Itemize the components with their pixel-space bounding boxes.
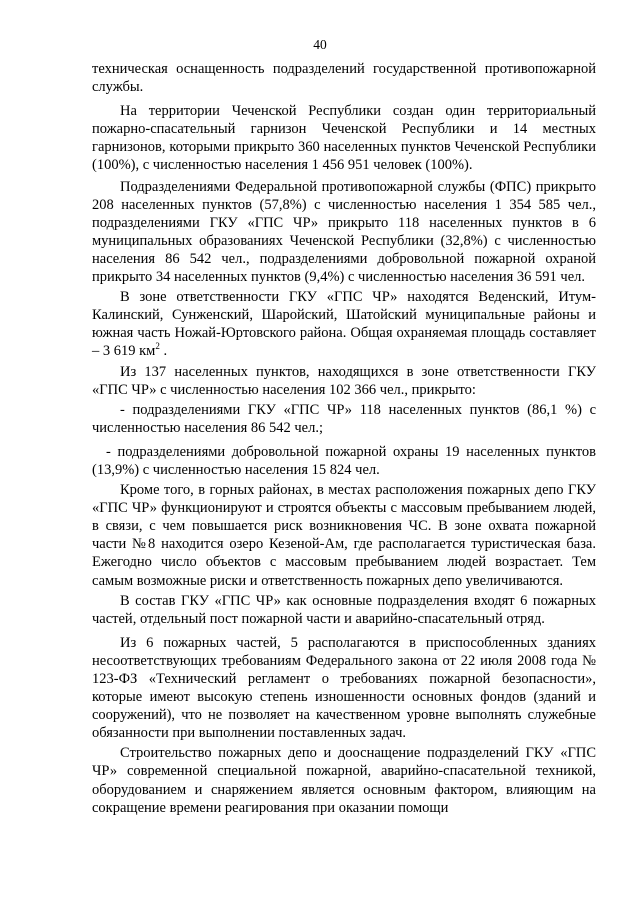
page-number: 40 [313, 37, 327, 52]
list-item-gps-units: - подразделениями ГКУ «ГПС ЧР» 118 населенных пунктов (86,1 %) с численностью населения 86 542 чел.; [92, 401, 596, 436]
paragraph-settlements: Из 137 населенных пунктов, находящихся в зоне ответственности ГКУ «ГПС ЧР» с численностью населения 102 366 чел., прикрыто: [92, 363, 596, 398]
paragraph-mountain-areas: Кроме того, в горных районах, в местах расположения пожарных депо ГКУ «ГПС ЧР» функционируют и строятся объекты с массовым пребыванием людей, в связи, с чем повышается риск возникновения ЧС. В зоне охвата пожарной части №8 находится озеро Кезеной-Ам, где располагается туристическая база. Ежегодно число объектов с массовым пребыванием людей возрастает. Тем самым возможные риски и ответственность пожарных депо увеличиваются. [92, 482, 596, 589]
paragraph-coverage: Подразделениями Федеральной противопожарной службы (ФПС) прикрыто 208 населенных пунктов (57,8%) с численностью населения 1 354 585 чел., подразделениями ГКУ «ГПС ЧР» прикрыто 118 населенных пунктов в 6 муниципальных образованиях Чеченской Республики (32,8%) с численностью населения 86 542 чел., подразделениями добровольной пожарной охраной прикрыто 34 населенных пунктов (9,4%) с численностью населения 36 591 чел. [92, 178, 596, 286]
paragraph-garrison: На территории Чеченской Республики создан один территориальный пожарно-спасательный гарнизон Чеченской Республики и 14 местных гарнизонов, которыми прикрыто 360 населенных пунктов Чеченской Республики (100%), с численностью населения 1 456 951 человек (100%). [92, 103, 596, 174]
area-unit-superscript: 2 [155, 341, 160, 352]
list-item-volunteer-units: - подразделениями добровольной пожарной охраны 19 населенных пунктов (13,9%) с численностью населения 15 824 чел. [92, 443, 596, 478]
paragraph-continuation: техническая оснащенность подразделений государственной противопожарной службы. [92, 61, 596, 96]
document-body [92, 60, 596, 817]
responsibility-zone-text: В зоне ответственности ГКУ «ГПС ЧР» находятся Веденский, Итум-Калинский, Сунженский, Шаройский, Шатойский муниципальные районы и южная часть Ножай-Юртовского района. Общая охраняемая площадь составляет – 3 619 км [92, 289, 596, 360]
responsibility-zone-end: . [159, 343, 168, 360]
paragraph-fire-stations: Из 6 пожарных частей, 5 располагаются в приспособленных зданиях несоответствующих требованиям Федерального закона от 22 июля 2008 года № 123-ФЗ «Технический регламент о требованиях пожарной безопасности», которые имеют высокую степень изношенности основных фондов (зданий и сооружений), что не позволяет на качественном уровне выполнять служебные обязанности при выполнении поставленных задач. [92, 634, 596, 742]
paragraph-composition: В состав ГКУ «ГПС ЧР» как основные подразделения входят 6 пожарных частей, отдельный пост пожарной части и аварийно-спасательный отряд. [92, 592, 596, 627]
paragraph-construction: Строительство пожарных депо и дооснащение подразделений ГКУ «ГПС ЧР» современной специальной пожарной, аварийно-спасательной техникой, оборудованием и снаряжением является основным фактором, влияющим на сокращение времени реагирования при оказании помощи [92, 745, 596, 816]
paragraph-responsibility-zone [92, 288, 596, 360]
